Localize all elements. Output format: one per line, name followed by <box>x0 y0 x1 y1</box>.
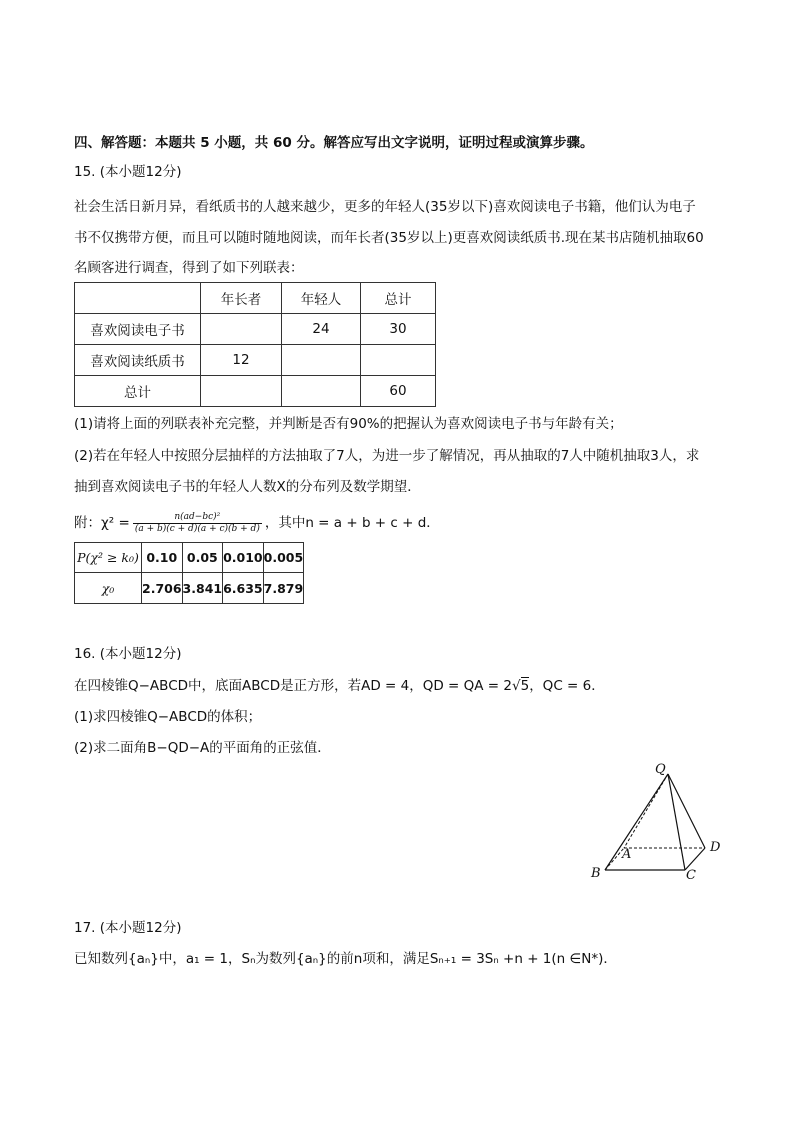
edge-qb <box>605 774 668 870</box>
edge-cd <box>685 848 705 870</box>
q15-part-2-line-2: 抽到喜欢阅读电子书的年轻人人数X的分布列及数学期望． <box>74 479 421 495</box>
critical-value-table <box>74 542 304 604</box>
edge-qd <box>668 774 705 848</box>
table-cell: χ₀ <box>75 573 142 604</box>
table-cell: 总计 <box>75 376 201 407</box>
q16-part-2: (2)求二面角B−QD−A的平面角的正弦值． <box>74 740 331 756</box>
vertex-label-q: Q <box>655 762 666 777</box>
table-cell <box>361 345 436 376</box>
contingency-header-row <box>75 283 436 314</box>
pyramid-figure <box>585 757 735 887</box>
vertex-label-a: A <box>622 847 632 862</box>
table-row <box>75 314 436 345</box>
q15-part-2-line-1: (2)若在年轻人中按照分层抽样的方法抽取了7人，为进一步了解情况，再从抽取的7人中随机抽取3人，求 <box>74 448 700 464</box>
table-cell: 年轻人 <box>282 283 361 314</box>
q17-statement: 已知数列{aₙ}中，a₁ = 1，Sₙ为数列{aₙ}的前n项和，满足Sₙ₊₁ = 3Sₙ +n + 1(n ∈N*)． <box>74 951 617 967</box>
table-cell: 0.05 <box>182 543 223 573</box>
chi-square-formula <box>74 510 440 536</box>
table-cell: P(χ² ≥ k₀) <box>75 543 142 573</box>
q16-statement <box>74 676 605 696</box>
edge-qc <box>668 774 685 870</box>
formula-numerator: n(ad−bc)² <box>133 512 262 524</box>
appendix-label: 附：χ² = <box>74 515 130 531</box>
q17-header: 17. (本小题12分) <box>74 920 182 936</box>
table-cell: 7.879 <box>263 573 304 604</box>
q15-header: 15. (本小题12分) <box>74 164 182 180</box>
table-row <box>75 345 436 376</box>
table-cell: 年长者 <box>201 283 282 314</box>
vertex-label-c: C <box>686 868 696 883</box>
table-cell: 0.10 <box>142 543 183 573</box>
formula-tail: ，其中n = a + b + c + d． <box>264 515 440 531</box>
contingency-table <box>74 282 436 407</box>
table-cell <box>282 376 361 407</box>
vertex-label-b: B <box>591 866 601 881</box>
table-cell <box>75 283 201 314</box>
q16-statement-text: 在四棱锥Q−ABCD中，底面ABCD是正方形，若AD = 4，QD = QA = 2 <box>74 678 512 694</box>
table-cell: 喜欢阅读电子书 <box>75 314 201 345</box>
table-cell: 总计 <box>361 283 436 314</box>
table-cell: 0.010 <box>223 543 264 573</box>
q16-header: 16. (本小题12分) <box>74 646 182 662</box>
sqrt-radicand: 5 <box>520 678 530 694</box>
section-heading: 四、解答题：本题共 5 小题，共 60 分。解答应写出文字说明，证明过程或演算步骤。 <box>74 135 594 151</box>
vertex-label-d: D <box>710 840 721 855</box>
table-cell <box>282 345 361 376</box>
formula-fraction <box>133 512 262 535</box>
table-cell: 0.005 <box>263 543 304 573</box>
q16-statement-tail: ，QC = 6． <box>529 678 605 694</box>
table-cell: 60 <box>361 376 436 407</box>
q15-paragraph-line-3: 名顾客进行调查，得到了如下列联表： <box>74 260 304 276</box>
q15-paragraph-line-2: 书不仅携带方便，而且可以随时随地阅读，而年长者(35岁以上)更喜欢阅读纸质书.现在某书店随机抽取60 <box>74 230 704 246</box>
table-cell: 3.841 <box>182 573 223 604</box>
table-cell: 24 <box>282 314 361 345</box>
formula-denominator: (a + b)(c + d)(a + c)(b + d) <box>134 523 260 534</box>
table-row <box>75 543 304 573</box>
table-cell: 喜欢阅读纸质书 <box>75 345 201 376</box>
edge-qa <box>624 774 668 848</box>
q16-part-1: (1)求四棱锥Q−ABCD的体积； <box>74 709 262 725</box>
table-cell <box>201 376 282 407</box>
table-cell: 6.635 <box>223 573 264 604</box>
table-row <box>75 573 304 604</box>
q15-paragraph-line-1: 社会生活日新月异，看纸质书的人越来越少，更多的年轻人(35岁以下)喜欢阅读电子书籍，他们认为电子 <box>74 199 696 215</box>
q15-part-1: (1)请将上面的列联表补充完整，并判断是否有90%的把握认为喜欢阅读电子书与年龄有关； <box>74 416 623 432</box>
sqrt-sign: √ <box>511 678 521 694</box>
table-cell: 12 <box>201 345 282 376</box>
table-cell: 30 <box>361 314 436 345</box>
table-cell <box>201 314 282 345</box>
table-cell: 2.706 <box>142 573 183 604</box>
table-row <box>75 376 436 407</box>
